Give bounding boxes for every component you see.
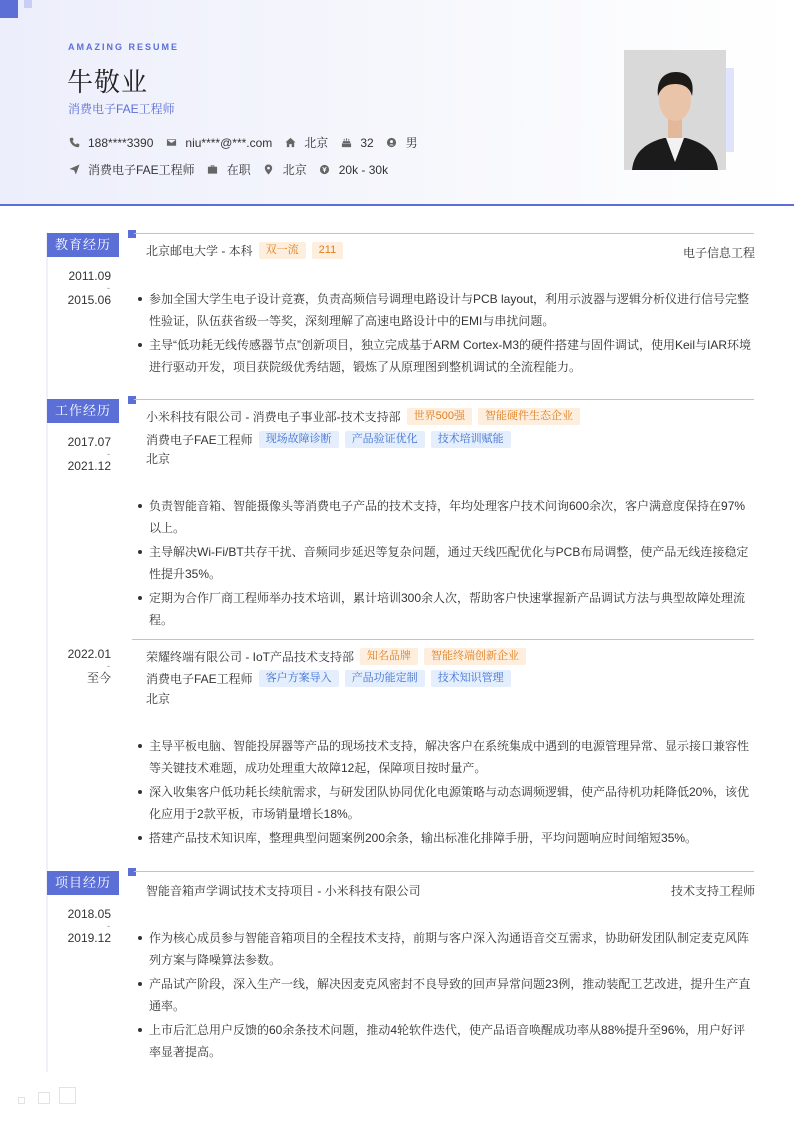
home-text: 北京 [304,136,329,150]
section-divider [134,871,754,872]
home-item [284,134,328,151]
list-item: 主导平板电脑、智能投屏器等产品的现场技术支持，解决客户在系统集成中遇到的电源管理异常、显示接口兼容性等关键技术难题，成功处理重大故障12起，保障项目按时量产。 [137,735,757,779]
location-pin-icon [263,164,275,176]
section-divider [134,399,754,400]
phone-text: 188****3390 [88,135,154,150]
gender-item [386,134,418,151]
date-separator: - [107,449,110,459]
salary-item [319,163,388,177]
section-marker [128,868,136,876]
section-marker [128,396,136,404]
project-bullets [137,927,757,1065]
phone-icon [68,137,80,149]
list-item: 深入收集客户低功耗长续航需求，与研发团队协同优化电源策略与动态调频逻辑，使产品待机功耗降低20%，该优化应用于2款平板，市场销量增长18%。 [137,781,757,825]
job1-start-date: 2017.07 [67,435,111,449]
list-item: 定期为合作厂商工程师举办技术培训，累计培训300余人次，帮助客户快速掌握新产品调试方法与典型故障处理流程。 [137,587,757,631]
section-work-label: 工作经历 [47,399,119,423]
location-text: 北京 [282,163,307,177]
status-text: 在职 [226,163,251,177]
project-start-date: 2018.05 [67,907,111,921]
job2-role-row [146,670,511,687]
list-item: 作为核心成员参与智能音箱项目的全程技术支持，前期与客户深入沟通语音交互需求，协助研发团队制定麦克风阵列方案与降噪算法参数。 [137,927,757,971]
corner-decoration-small [24,0,32,8]
company-tag: 世界500强 [407,408,472,425]
edu-start-date: 2011.09 [68,269,111,283]
job1-end-date: 2021.12 [67,459,111,473]
skill-tag: 现场故障诊断 [259,431,339,448]
list-item: 产品试产阶段，深入生产一线，解决因麦克风密封不良导致的回声异常问题23例，推动装配工艺改进，提升生产直通率。 [137,973,757,1017]
cake-icon [340,137,352,149]
briefcase-icon [207,164,219,176]
gender-text: 男 [405,136,418,150]
edu-tag: 211 [312,242,344,259]
footer-decoration [59,1087,76,1104]
brand-label: AMAZING RESUME [68,42,179,52]
mail-icon [165,137,177,149]
job2-end-date: 至今 [86,671,111,685]
gender-icon [386,137,398,149]
status-item [207,161,251,178]
list-item: 搭建产品技术知识库，整理典型问题案例200余条，输出标准化排障手册，平均问题响应时间缩短35%。 [137,827,757,849]
job2-company: 荣耀终端有限公司 - IoT产品技术支持部 [146,650,355,664]
skill-tag: 技术培训赋能 [431,431,511,448]
edu-school: 北京邮电大学 - 本科 [146,244,253,258]
job2-start-date: 2022.01 [67,647,111,661]
list-item: 主导“低功耗无线传感器节点”创新项目，独立完成基于ARM Cortex-M3的硬件搭建与固件调试，使用Keil与IAR环境进行驱动开发，项目获院级优秀结题，锻炼了从原理图到整机调试的全流程能力。 [137,334,757,378]
edu-bullets [137,288,757,380]
company-tag: 知名品牌 [360,648,418,665]
money-icon [319,164,331,176]
company-tag: 智能硬件生态企业 [478,408,580,425]
age-text: 32 [360,135,374,150]
home-icon [284,137,296,149]
send-icon [68,164,80,176]
skill-tag: 产品功能定制 [345,670,425,687]
target-position-text: 消费电子FAE工程师 [88,163,195,177]
job1-bullets [137,495,757,633]
list-item: 上市后汇总用户反馈的60余条技术问题，推动4轮软件迭代，使产品语音唤醒成功率从88%提升至96%，用户好评率显著提高。 [137,1019,757,1063]
job1-role-row [146,431,511,448]
job1-company-row [146,408,580,425]
skill-tag: 产品验证优化 [345,431,425,448]
skill-tag: 客户方案导入 [259,670,339,687]
age-item [340,136,373,150]
edu-major: 电子信息工程 [682,246,755,260]
candidate-title: 消费电子FAE工程师 [68,102,175,116]
job2-company-row [146,648,526,665]
job1-company: 小米科技有限公司 - 消费电子事业部-技术支持部 [146,410,401,424]
email-item [165,136,272,150]
location-item [263,161,307,178]
edu-end-date: 2015.06 [67,293,111,307]
date-separator: - [107,661,110,671]
footer-decoration [18,1097,25,1104]
corner-decoration [0,0,18,18]
job1-city: 北京 [146,452,171,466]
job-divider [132,639,754,640]
footer-decoration [38,1092,50,1104]
profile-photo [624,50,726,170]
date-separator: - [107,921,110,931]
section-project-label: 项目经历 [47,871,119,895]
job1-role: 消费电子FAE工程师 [146,433,253,447]
skill-tag: 技术知识管理 [431,670,511,687]
target-position-item [68,161,195,178]
project-end-date: 2019.12 [67,931,111,945]
candidate-name: 牛敬业 [67,67,149,97]
list-item: 主导解决Wi-Fi/BT共存干扰、音频同步延迟等复杂问题，通过天线匹配优化与PCB布局调整，使产品无线连接稳定性提升35%。 [137,541,757,585]
phone-item [68,136,153,150]
salary-text: 20k - 30k [338,162,389,177]
resume-header [0,0,794,206]
job-intent-row [68,161,400,178]
email-text: niu****@***.com [185,135,273,150]
section-marker [128,230,136,238]
project-role: 技术支持工程师 [670,884,755,898]
section-education-label: 教育经历 [47,233,119,257]
project-name: 智能音箱声学调试技术支持项目 - 小米科技有限公司 [146,884,421,898]
edu-school-row [146,242,343,259]
date-separator: - [107,283,110,293]
contact-row [68,134,430,151]
list-item: 负责智能音箱、智能摄像头等消费电子产品的技术支持，年均处理客户技术问询600余次，客户满意度保持在97%以上。 [137,495,757,539]
company-tag: 智能终端创新企业 [424,648,526,665]
list-item: 参加全国大学生电子设计竞赛，负责高频信号调理电路设计与PCB layout，利用示波器与逻辑分析仪进行信号完整性验证，队伍获省级一等奖，深刻理解了高速电路设计中的EMI与串扰问题。 [137,288,757,332]
job2-bullets [137,735,757,851]
section-divider [134,233,754,234]
job2-role: 消费电子FAE工程师 [146,672,253,686]
edu-tag: 双一流 [259,242,306,259]
job2-city: 北京 [146,692,171,706]
